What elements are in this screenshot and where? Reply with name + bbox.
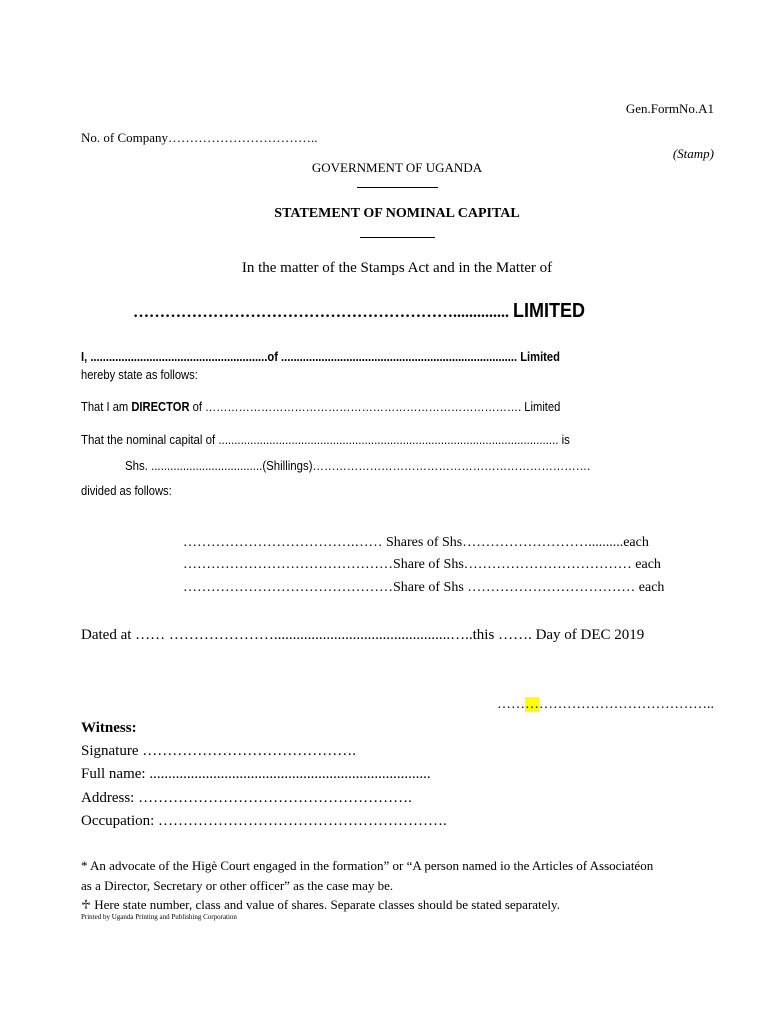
share-class-row: ……………………………….…… Shares of Shs………………………..........each — [183, 535, 649, 550]
witness-address: Address: ………………………………………………. — [81, 790, 412, 806]
shillings-line: Shs. ...................................(Shillings)………………………………………………………………. — [125, 458, 591, 473]
form-number: Gen.FormNo.A1 — [625, 101, 714, 116]
government-heading: GOVERNMENT OF UGANDA — [311, 160, 483, 175]
document-title: STATEMENT OF NOMINAL CAPITAL — [274, 206, 520, 221]
footnote-advocate: * An advocate of the Higè Court engaged in the formation” or “A person named io the Articles of Associatéon — [81, 858, 654, 873]
signature-line — [497, 697, 714, 713]
witness-signature: Signature ……………………………………. — [81, 743, 356, 759]
footnote-share-class — [81, 897, 560, 913]
company-name-blank: …………………………………………………….............. — [133, 304, 509, 321]
company-number-line: No. of Company…………………………….. — [81, 130, 318, 145]
footnote-share-class-text: Here state number, class and value of shares. Separate classes should be stated separately. — [90, 897, 560, 912]
declaration-line: I, .........................................................of ............................................................................ Limited — [81, 349, 560, 364]
footnote-advocate-continued: as a Director, Secretary or other officer” as the case may be. — [81, 878, 394, 893]
divider — [357, 187, 438, 188]
divided-line: divided as follows: — [81, 483, 172, 498]
witness-heading: Witness: — [81, 720, 137, 736]
share-class-row: ………………………………………Share of Shs……………………………… each — [183, 557, 661, 572]
director-company: of …………………………………………………………………………. Limited — [189, 399, 561, 414]
signature-dots: ……………………………….. — [539, 697, 714, 712]
director-line — [81, 399, 560, 414]
printer-credit: Printed by Uganda Printing and Publishing Corporation — [81, 913, 237, 921]
share-class-row: ………………………………………Share of Shs ……………………………… each — [183, 580, 665, 595]
divider — [360, 237, 435, 238]
witness-full-name: Full name: ........................................................................... — [81, 766, 431, 782]
witness-occupation: Occupation: …………………………………………………. — [81, 813, 447, 829]
limited-label: LIMITED — [513, 300, 585, 322]
dagger-icon: ♱ — [81, 897, 91, 912]
highlighted-mark: … — [525, 697, 539, 712]
director-prefix: That I am — [81, 399, 132, 414]
declaration-statement: hereby state as follows: — [81, 367, 198, 382]
director-role: DIRECTOR — [131, 399, 190, 414]
stamp-label: (Stamp) — [672, 146, 714, 161]
dated-line: Dated at …… …………………...............................................…..this ……. Day of DEC 2019 — [81, 627, 645, 643]
company-name-line — [133, 300, 593, 323]
signature-dots: …… — [497, 697, 525, 712]
matter-line: In the matter of the Stamps Act and in the Matter of — [241, 260, 553, 276]
nominal-capital-line: That the nominal capital of ........................................................................................................... is — [81, 432, 570, 447]
